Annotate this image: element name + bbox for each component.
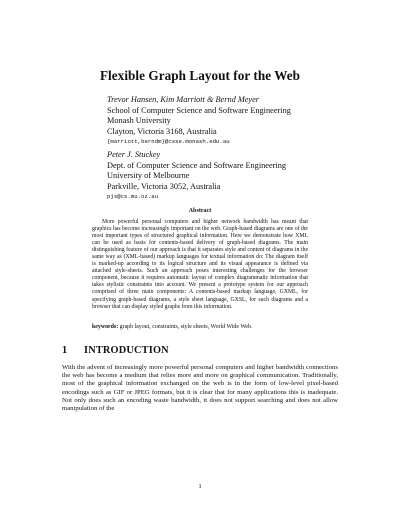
abstract-text: More powerful personal computers and higher network bandwidth has meant that graphics has become increasingly important on the web. Graph-based diagrams are one of the most important types of structured graphical information. Here we demonstrate how XML can be used as basis for contents-based delivery of graph-based diagrams. The main distinguishing feature of our approach is that it separates style and content of diagrams in the same way as (XML-based) markup languages for textual information do: The diagram itself is marked-up according to its logical structure and its visual appearance is defined via attached style-sheets. Such an approach poses interesting challenges for the browser component, because it requires automatic layout of complex diagrammatic information that takes stylistic constraints into account. We present a prototype system for our approach comprised of three main components: A contents-based markup language, GXML, for specifying graph-based diagrams, a style sheet language, GXSL, for such diagrams and a browser that can display styled graphs from this information. [92, 219, 308, 310]
affiliation-line: University of Melbourne [107, 171, 190, 181]
keywords-text: graph layout, constraints, style sheets, World Wide Web. [118, 324, 253, 330]
author-email[interactable]: {marriott,berndm}@csse.monash.edu.au [107, 138, 230, 146]
section-number: 1 [62, 345, 68, 356]
keywords [92, 324, 308, 331]
body-text [62, 364, 338, 413]
affiliation-line: Clayton, Victoria 3168, Australia [107, 126, 217, 136]
affiliation-line: Dept. of Computer Science and Software Engineering [107, 160, 287, 170]
author-block-1 [107, 95, 367, 148]
author-email[interactable]: pjs@cs.mu.oz.au [107, 193, 159, 201]
paper-title: Flexible Graph Layout for the Web [99, 68, 301, 83]
abstract-body [92, 219, 308, 311]
page-number: 1 [198, 483, 202, 490]
author-names: Trevor Hansen, Kim Marriott & Bernd Meyer [107, 95, 260, 104]
author-block-2 [107, 150, 367, 203]
author-names: Peter J. Stuckey [107, 150, 161, 159]
affiliation-line: Monash University [107, 116, 171, 126]
affiliation-line: Parkville, Victoria 3052, Australia [107, 181, 221, 191]
abstract-heading: Abstract [188, 208, 212, 214]
section-title: INTRODUCTION [84, 345, 169, 356]
body-paragraph: With the advent of increasingly more powerful personal computers and higher bandwidth connections the web has become a medium that relies more and more on graphical communication. Traditionally, most of the graphical information exchanged on the web is in the form of low-level pixel-based encodings such as GIF or JPEG formats, but it is clear that for many applications this is inadequate. Not only does such an encoding waste bandwidth, it does not support searching and does not allow manipulation of the [62, 364, 338, 413]
affiliation-line: School of Computer Science and Software Engineering [107, 105, 291, 115]
keywords-label: keywords: [92, 324, 119, 330]
section-heading [62, 345, 169, 356]
